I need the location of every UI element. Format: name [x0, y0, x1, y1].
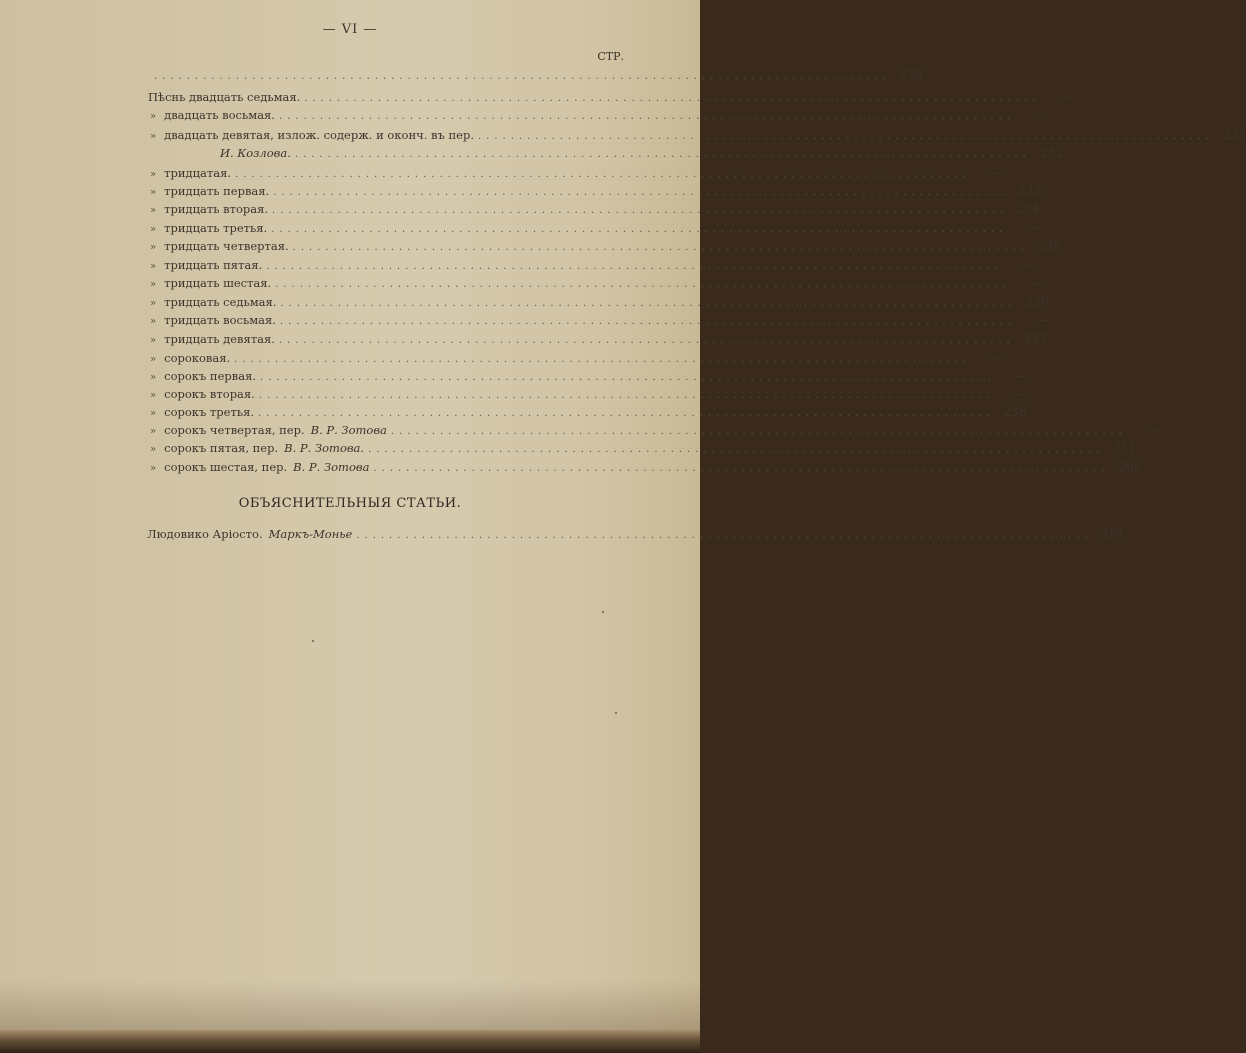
entry-page: 235 [1037, 239, 1061, 253]
toc-entry [150, 311, 1049, 329]
toc-entry [150, 200, 1041, 218]
paper-speck [602, 611, 604, 613]
ditto-mark: » [150, 187, 157, 198]
leader-dots: .......................................................................................... [154, 71, 891, 82]
page-column-label: СТР. [597, 50, 624, 63]
entry-title: сорокъ четвертая, пер. [164, 423, 305, 437]
entry-translator: В. Р. Зотова [310, 423, 387, 437]
entry-title: двадцать восьмая. [164, 108, 275, 122]
paper-speck [312, 640, 314, 642]
entry-page: 234 [1017, 202, 1041, 216]
ditto-mark: » [150, 354, 157, 365]
entry-title: тридцать девятая. [164, 332, 275, 346]
entry-page: 266 [1118, 460, 1142, 474]
ditto-mark: » [150, 408, 157, 419]
entry-page: — [1022, 258, 1035, 272]
entry-page: 233 [1018, 184, 1042, 198]
leader-dots: .......................................................................................... [258, 408, 995, 419]
entry-title: тридцать третья. [164, 221, 268, 235]
entry-page: 284 [1101, 527, 1125, 541]
ditto-mark: » [150, 463, 157, 474]
ditto-mark: » [150, 131, 157, 142]
entry-page: 237 [1024, 332, 1047, 346]
toc-entry [150, 182, 1042, 200]
entry-title: тридцать седьмая. [164, 295, 277, 309]
toc-entry [150, 293, 1049, 311]
entry-title: Людовико Аріосто. [147, 527, 263, 541]
entry-title: сорокъ первая. [164, 369, 257, 383]
toc-entry [150, 219, 1040, 237]
entry-page: — [1035, 108, 1048, 122]
entry-page: 251 [1113, 441, 1137, 455]
entry-page: 230 [899, 68, 923, 82]
leader-dots: .......................................................................................... [273, 187, 1010, 198]
entry-title: Пѣснь двадцать седьмая. [148, 90, 301, 104]
entry-page: — [1016, 369, 1029, 383]
toc-entry [150, 439, 1137, 457]
entry-title: тридцать вторая. [164, 202, 269, 216]
toc-entry [150, 164, 1004, 182]
entry-title: тридцатая. [164, 166, 231, 180]
leader-dots: .......................................................................................... [279, 316, 1017, 327]
entry-translator: В. Р. Зотова. [284, 441, 365, 455]
leader-dots: .......................................................................................... [280, 298, 1017, 309]
leader-dots: .......................................................................................... [234, 354, 971, 365]
leader-dots: .......................................................................................... [275, 279, 1012, 290]
entry-title: тридцать шестая. [164, 276, 272, 290]
leader-dots: .......................................................................................... [356, 530, 1093, 541]
ditto-mark: » [150, 298, 157, 309]
toc-entry [150, 403, 1027, 421]
leader-dots: .......................................................................................... [278, 335, 1015, 346]
toc-entry [150, 66, 923, 84]
ditto-mark: » [150, 335, 157, 346]
leader-dots: .......................................................................................... [271, 224, 1008, 235]
leader-dots: .......................................................................................... [292, 242, 1029, 253]
toc-entry [150, 106, 1048, 124]
leader-dots: .......................................................................................... [368, 444, 1105, 455]
ditto-mark: » [150, 426, 157, 437]
entry-title: тридцать первая. [164, 184, 270, 198]
leader-dots: .......................................................................................... [234, 169, 972, 180]
leader-dots: .......................................................................................... [260, 372, 997, 383]
ditto-mark: » [150, 111, 157, 122]
entry-title: тридцать пятая. [164, 258, 263, 272]
ditto-mark: » [150, 372, 157, 383]
entry-page: — [990, 351, 1003, 365]
entry-title: двадцать девятая, излож. содерж. и оконч. въ пер. [164, 128, 474, 142]
entry-page: — [1014, 387, 1027, 401]
page-number: — VI — [322, 22, 378, 37]
toc-entry [150, 144, 1063, 162]
paper-speck [615, 712, 617, 714]
entry-translator: В. Р. Зотова [293, 460, 370, 474]
ditto-mark: » [150, 169, 157, 180]
ditto-mark: » [150, 444, 157, 455]
leader-dots: .......................................................................................... [272, 205, 1009, 216]
entry-title: сорокъ шестая, пер. [164, 460, 288, 474]
entry-author: Маркъ-Монье [268, 527, 353, 541]
entry-title: сорокъ вторая. [164, 387, 255, 401]
leader-dots: .......................................................................................... [278, 111, 1016, 122]
entry-page: 236 [1025, 295, 1049, 309]
toc-entry [150, 421, 1159, 439]
entry-page: — [1147, 423, 1159, 437]
toc-entry [150, 367, 1029, 385]
entry-page: — [1036, 313, 1049, 327]
entry-title: тридцать восьмая. [164, 313, 276, 327]
toc-entry [148, 88, 1073, 106]
entry-title: сорокъ пятая, пер. [164, 441, 279, 455]
ditto-mark: » [150, 279, 157, 290]
toc-entry [150, 274, 1044, 292]
entry-page: — [1060, 90, 1073, 104]
ditto-mark: » [150, 261, 157, 272]
toc-entry [150, 126, 1246, 144]
entry-title: сороковая. [164, 351, 231, 365]
entry-page: — [991, 166, 1004, 180]
leader-dots: .......................................................................................... [258, 390, 995, 401]
ditto-mark: » [150, 205, 157, 216]
toc-entry [147, 525, 1125, 543]
toc-entry [150, 237, 1061, 255]
entry-page: 238 [1003, 405, 1027, 419]
ditto-mark: » [150, 316, 157, 327]
leader-dots: .......................................................................................... [373, 463, 1110, 474]
entry-page: 232 [1040, 146, 1063, 160]
toc-entry [150, 256, 1035, 274]
entry-page: — [1031, 276, 1044, 290]
page-edge [0, 1030, 700, 1053]
ditto-mark: » [150, 390, 157, 401]
leader-dots: .......................................................................................... [390, 426, 1127, 437]
toc-entry [150, 330, 1047, 348]
entry-page: — [1027, 221, 1040, 235]
entry-title: тридцать четвертая. [164, 239, 289, 253]
entry-title: сорокъ третья. [164, 405, 254, 419]
leader-dots: .......................................................................................... [477, 131, 1215, 142]
ditto-mark: » [150, 224, 157, 235]
entry-page: 231 [1223, 128, 1246, 142]
toc-entry [150, 349, 1003, 367]
entry-author: И. Козлова. [220, 146, 291, 160]
leader-dots: .......................................................................................... [266, 261, 1003, 272]
section-title: ОБЪЯСНИТЕЛЬНЫЯ СТАТЬИ. [238, 496, 462, 511]
toc-entry [150, 385, 1027, 403]
leader-dots: .......................................................................................... [294, 149, 1031, 160]
toc-entry [150, 458, 1142, 476]
ditto-mark: » [150, 242, 157, 253]
leader-dots: .......................................................................................... [304, 93, 1041, 104]
